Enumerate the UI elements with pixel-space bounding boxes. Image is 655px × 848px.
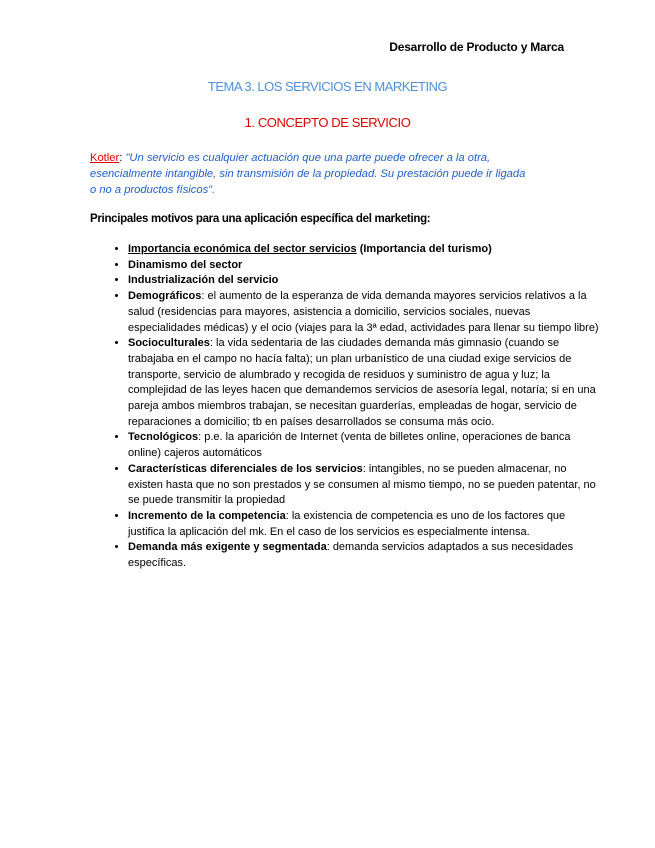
list-item-text: : intangibles, no se pueden almacenar, no existen hasta que no son prestados y se consumen al mismo tiempo, no se pueden patentar, no se puede transmitir la propiedad <box>128 462 596 507</box>
list-item <box>128 462 603 509</box>
quote-text: "Un servicio es cualquier actuación que una parte puede ofrecer a la otra, esencialmente intangible, sin transmisión de la propiedad. Su prestación puede ir ligada o no a productos físicos". <box>90 152 526 196</box>
motives-list <box>90 242 603 572</box>
list-item-text: : la existencia de competencia es uno de los factores que justifica la aplicación del mk. En el caso de los servicios es especialmente intensa. <box>128 509 566 538</box>
list-item-text: : demanda servicios adaptados a sus necesidades específicas. <box>128 541 574 570</box>
list-item-label: Tecnológicos <box>128 431 199 444</box>
list-item-label: Importancia económica del sector servicios <box>128 243 357 255</box>
list-item <box>128 273 603 289</box>
list-item-label: Incremento de la competencia <box>128 509 286 522</box>
section-title: 1. CONCEPTO DE SERVICIO <box>244 115 411 130</box>
list-item-text: : la vida sedentaria de las ciudades demanda más gimnasio (cuando se trabajaba en el campo no hacía falta); un plan urbanístico de una ciudad exige servicios de transporte, servicio de alumbrado y recogida de residuos y suministro de agua y luz; la complejidad de las leyes hacen que demandemos servicios de asesoría legal, notaría; si en una pareja ambos miembros trabajan, se necesitan guarderías, empleadas de hogar, servicio de reparaciones a domicilio; tb en países desarrollados se consuma más ocio. <box>128 337 596 428</box>
list-item-text: : p.e. la aparición de Internet (venta de billetes online, operaciones de banca online) cajeros automáticos <box>128 431 571 460</box>
list-item-label: Demanda más exigente y segmentada <box>128 541 327 554</box>
list-item-suffix: (Importancia del turismo) <box>356 243 492 255</box>
topic-title: TEMA 3. LOS SERVICIOS EN MARKETING <box>207 79 448 94</box>
list-item-text: : el aumento de la esperanza de vida demanda mayores servicios relativos a la salud (residencias para mayores, asistencia a domicilio, servicios sociales, nuevas especialidades médicas) y el ocio (viajes para la 3ª edad, actividades para llenar su tiempo libre) <box>128 290 599 334</box>
list-item <box>128 509 603 540</box>
list-item-label: Demográficos <box>128 290 202 303</box>
list-item <box>128 540 603 571</box>
list-item-label: Socioculturales <box>128 337 210 350</box>
list-item <box>128 430 603 461</box>
list-item <box>128 336 603 430</box>
list-item-label: Dinamismo del sector <box>128 258 243 271</box>
list-item-label: Características diferenciales de los servicios <box>128 462 363 475</box>
list-item <box>128 289 603 336</box>
quote-author: Kotler <box>90 152 120 164</box>
list-item-label: Industrialización del servicio <box>128 274 279 287</box>
running-header: Desarrollo de Producto y Marca <box>389 40 564 54</box>
list-item <box>128 258 603 274</box>
list-item <box>128 242 603 258</box>
motives-heading: Principales motivos para una aplicación específica del marketing: <box>90 213 431 225</box>
kotler-quote <box>90 150 530 198</box>
quote-colon: : <box>119 152 126 164</box>
